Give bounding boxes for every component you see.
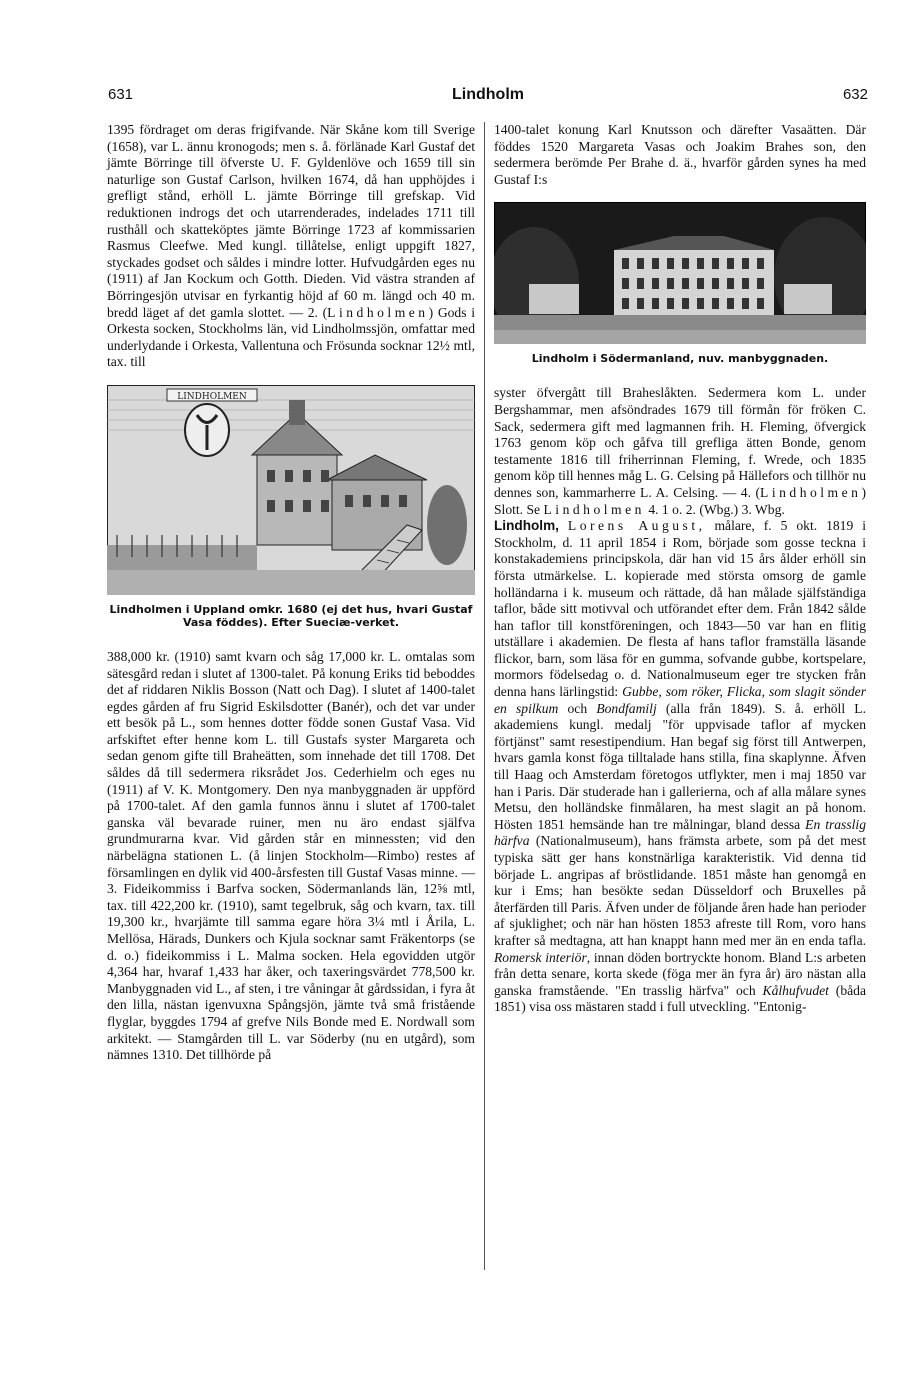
engraving-label: LINDHOLMEN: [177, 391, 247, 402]
left-paragraph-2: 388,000 kr. (1910) samt kvarn och såg 17,000 kr. L. omtalas som sätesgård redan i slutet af 1300-talet. På konung Eriks tid beboddes det af riddaren Niklis Bosson (Natt och Dag). I slutet af 1400-talet egdes gården af fru Sigrid Eskilsdotter (Banér), och det var under ett besök på L., som hennes dotter födde sonen Gustaf Vasa. Vid arfskiftet efter henne kom L. till Gustafs syster Margareta och sedan genom gifte till Braheätten, som innehade det till 1708. Det såldes då till sedermera riksrådet Jos. Cederhielm och eges nu (1911) af V. K. Montgomery. Den nya manbyggnaden är uppförd på 1700-talet. Af den gamla funnos ännu i slutet af 1700-talet ganska väl bevarade ruiner, men nu äro endast själfva grundmurarna kvar. Vid gården står en minnessten; vid den närbelägna stationen L. (å linjen Stockholm—Rimbo) restes af församlingen en dylik vid 400-årsfesten till Gustaf Vasas minne. — 3. Fideikommiss i Barfva socken, Södermanlands län, 12⅝ mtl, tax. till 422,200 kr. (1910), samt tegelbruk, såg och kvarn, tax. till 19,300 kr., hvarjämte till samma egare höra 3¼ mtl i Årila, L. Mellösa, Härads, Dunkers och Kjula socknar samt Fräkentorps (se d. o.) fideikommiss i L. Malma socken. Hela egovidden utgör 4,364 har, hvaraf 1,433 har åker, och taxeringsvärdet 778,500 kr. Manbyggnaden vid L., af sten, i tre våningar åt gårdssidan, i fyra åt den lilla, nästan igenvuxna Spångsjön, jämte två små fristående flyglar, byggdes 1794 af grefve Nils Bonde med E. Nordwall som arkitekt. — Stamgården till L. var Söderby (nu en utgård), som nämnes 1310. Det tillhörde på: [107, 648, 475, 1063]
right-paragraph-3: Lindholm, Lorens August, målare, f. 5 okt. 1819 i Stockholm, d. 11 april 1854 i Rom, började som gosse teckna i konstakademiens principskola, där han vid 15 års ålder erhöll sin första utmärkelse. L. kopierade med största omsorg de gamle holländarna i k. museum och rättade, då han målade själfständiga taflor, både sitt motivval och utförandet efter dem. Från 1842 sålde han taflor till konstföreningen, och 1843—50 var han en flitig utställare i akademien. De flesta af hans taflor framställa läsande flickor, barn, som läsa för en gumma, sofvande gubbe, kortspelare, mormors födelsedag o. d. Nationalmuseum eger tre stycken från denna hans lärlingstid: Gubbe, som röker, Flicka, som slagit sönder en spilkum och Bondfamilj (alla från 1849). S. å. erhöll L. akademiens kungl. medalj "för uppvisade taflor af mycken förtjänst" samt resestipendium. Han begaf sig först till Antwerpen, hvars gamla konst föga tilltalade hans stilla, fina skaplynne. Äfven till Haag och Amsterdam företogos utflykter, men i maj 1850 var han i Paris. Där studerade han i gallerierna, och af alla målare synes Metsu, den holländske finmålaren, ha mest slagit an på honom. Hösten 1851 hemsände han tre målningar, bland dessa En trasslig härfva (Nationalmuseum), hans främsta arbete, som på det mest typiska sätt ger hans konstnärliga karakteristik. Vid denna tid började L. angripas af bröstlidande. 1851 måste han genomgå en kur i Ems; han besökte sedan Düsseldorf och Bruxelles på återfärden till Paris. Äfven under de följande åren hade han perioder af sjuklighet; och när han hösten 1853 afreste till Rom, voro hans krafter så medtagna, att han knappt hann med mer än en enda tafla. Romersk interiör, innan döden bortryckte honom. Bland L:s arbeten från detta senare, korta skede (föga mer än fyra år) äro nästan alla ganska framstående. "En trasslig härfva" och Kålhufvudet (båda 1851) visa oss mästaren stadd i full utveckling. "Entonig-: [494, 518, 866, 1015]
page-number-left: 631: [108, 86, 134, 103]
engraving-figure: [107, 385, 475, 629]
right-paragraph-2: syster öfvergått till Braheslåkten. Sedermera kom L. under Bergshammar, men afsöndrades 1679 till förmån för fröken C. Sack, sedermera gift med lagmannen frih. H. Fleming, öfvergick 1763 genom köp och gåfva till grefliga ätten Bonde, genom testamente 1816 till friherrinnan Fleming, f. Wrede, och 1835 genom köp till hennes måg L. G. Celsing på Hällefors och tillhör nu dennes son, kammarherre L. A. Celsing. — 4. (Lindholmen) Slott. Se Lindholmen 4. 1 o. 2. (Wbg.) 3. Wbg.: [494, 385, 866, 517]
engraving-caption: Lindholmen i Uppland omkr. 1680 (ej det hus, hvari Gustaf Vasa föddes). Efter Sueciæ-verket.: [109, 602, 473, 629]
entry-headword: Lindholm,: [494, 518, 559, 534]
right-paragraph-1: 1400-talet konung Karl Knutsson och därefter Vasaätten. Där föddes 1520 Margareta Vasas och Joakim Brahes son, den sedermera berömde Per Brahe d. ä., hvarför gården synes ha med Gustaf I:s: [494, 122, 866, 187]
running-title: Lindholm: [452, 86, 524, 103]
photo-caption: Lindholm i Södermanland, nuv. manbyggnaden.: [531, 352, 829, 366]
page-number-right: 632: [842, 86, 868, 103]
left-paragraph-1: 1395 fördraget om deras frigifvande. När Skåne kom till Sverige (1658), var L. ännu kronogods; men s. å. förlänade Karl Gustaf det jämte Börringe till öfverste U. F. Gyldenlöve och 1659 till sin naturlige son Gustaf Carlson, hvilken 1674, då han upphöjdes i grefligt stånd, erhöll L. jämte Börringe till grefskap. Vid reduktionen indrogs det och utarrenderades, indelades 1711 till rusthåll och skatteköptes jämte Börringe 1723 af kommissarien Rasmus Cleefwe. Med kungl. tillåtelse, enligt uppgift 1827, styckades godset och såldes i mindre lotter. Hufvudgården eges nu (1911) af Jan Kockum och Gotth. Dieden. Vid västra stranden af Börringesjön utvisar en fyrkantig höjd af 60 m. längd och 40 m. bredd läget af det gamla slottet. — 2. (Lindholmen) Gods i Orkesta socken, Stockholms län, vid Lindholmssjön, omfattar med underlydande i Orkesta, Vallentuna och Frösunda socknar 12½ mtl, tax. till: [107, 122, 475, 370]
column-divider: [484, 122, 485, 1270]
right-column: [494, 122, 866, 1016]
page-header: [108, 86, 868, 110]
photo-figure: [494, 202, 866, 365]
lindholmen-engraving-image: [107, 385, 475, 595]
lindholm-photo-image: [494, 202, 866, 344]
left-column: [107, 122, 475, 1064]
